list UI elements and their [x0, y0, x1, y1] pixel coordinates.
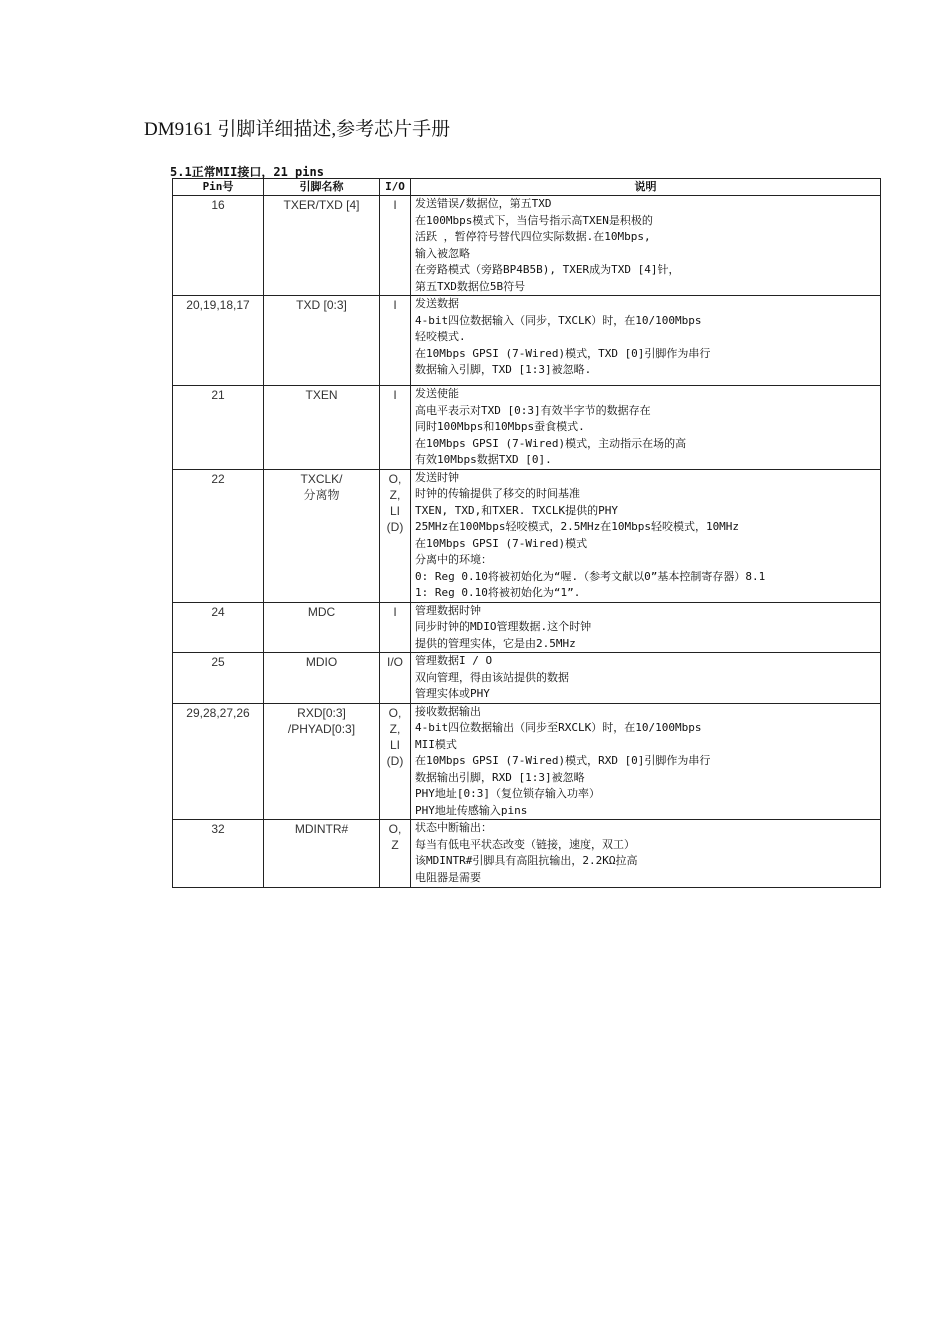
description-line: 在旁路模式（旁路BP4B5B), TXER成为TXD [4]针，	[415, 263, 680, 276]
pin-name-line: MDC	[307, 604, 336, 619]
description-line: 输入被忽略	[415, 246, 470, 260]
description-line: 管理数据时钟	[415, 603, 481, 617]
table-row	[173, 469, 881, 602]
table-row	[173, 386, 881, 470]
description-line: 发送使能	[415, 387, 459, 400]
pin-description-table	[172, 178, 881, 888]
description-line: 分离中的环境：	[415, 553, 492, 566]
description-cell	[411, 602, 881, 653]
pin-name-line: MDINTR#	[294, 822, 349, 836]
description-line: 25MHz在100Mbps轻咬模式，2.5MHz在10Mbps轻咬模式，10MHz	[415, 520, 740, 533]
io-type-cell	[380, 196, 411, 296]
io-type-cell	[380, 703, 411, 820]
description-line: PHY地址传感输入pins	[415, 803, 528, 817]
pin-name-line: RXD[0:3]	[297, 705, 346, 720]
io-type-cell	[380, 820, 411, 888]
pin-name-cell	[264, 469, 380, 602]
description-line: 同时100Mbps和10Mbps蚕食模式.	[415, 420, 585, 433]
pin-number-cell: 25	[173, 653, 264, 704]
description-line: 状态中断输出：	[415, 821, 492, 834]
table-row	[173, 296, 881, 386]
pin-number-cell: 16	[173, 196, 264, 296]
description-line: 数据输出引脚，RXD [1:3]被忽略	[415, 770, 585, 784]
description-line: 提供的管理实体，它是由2.5MHz	[415, 636, 576, 650]
io-type-line: Z,	[389, 487, 401, 502]
description-line: 接收数据输出	[415, 704, 481, 718]
description-line: 发送错误/数据位，第五TXD	[415, 197, 552, 210]
pin-name-cell	[264, 602, 380, 653]
io-type-line: O,	[388, 705, 402, 720]
pin-name-cell	[264, 653, 380, 704]
pin-name-line: TXCLK/	[300, 471, 343, 486]
pin-name-line: TXEN	[305, 388, 338, 402]
description-line: 管理实体或PHY	[415, 687, 490, 700]
pin-name-cell	[264, 196, 380, 296]
pin-name-cell	[264, 820, 380, 888]
table-row	[173, 653, 881, 704]
pin-number-cell: 24	[173, 602, 264, 653]
header-pin: Pin号	[173, 179, 264, 196]
section-heading: 5.1正常MII接口，21 pins	[170, 165, 324, 179]
io-type-cell	[380, 469, 411, 602]
description-line: 在10Mbps GPSI (7-Wired)模式，主动指示在场的高	[415, 436, 687, 450]
description-cell	[411, 653, 881, 704]
header-pin-name: 引脚名称	[264, 179, 380, 196]
header-io: I/O	[380, 179, 411, 196]
table-row	[173, 602, 881, 653]
description-line: 发送数据	[415, 297, 459, 310]
io-type-line: LI	[389, 503, 400, 518]
description-cell	[411, 386, 881, 470]
pin-name-line: 分离物	[303, 487, 340, 502]
io-type-line: Z	[391, 838, 399, 852]
description-line: TXEN, TXD,和TXER. TXCLK提供的PHY	[415, 503, 618, 517]
io-type-line: I	[393, 388, 397, 402]
description-line: 1: Reg 0.10将被初始化为“1”.	[415, 586, 581, 599]
description-line: 4-bit四位数据输出（同步至RXCLK）时，在10/100Mbps	[415, 721, 702, 734]
description-line: 电阻器是需要	[415, 870, 481, 884]
pin-number-cell: 20,19,18,17	[173, 296, 264, 386]
table-row	[173, 703, 881, 820]
page-title: DM9161 引脚详细描述,参考芯片手册	[144, 119, 451, 140]
description-line: 时钟的传输提供了移交的时间基准	[415, 487, 580, 500]
pin-number-cell: 21	[173, 386, 264, 470]
description-line: 在10Mbps GPSI (7-Wired)模式	[415, 536, 588, 550]
pin-name-cell	[264, 296, 380, 386]
description-line: 0: Reg 0.10将被初始化为“喔.（参考文献以0”基本控制寄存器）8.1	[415, 569, 766, 583]
description-line: 在10Mbps GPSI (7-Wired)模式，RXD [0]引脚作为串行	[415, 754, 711, 767]
description-line: 在10Mbps GPSI (7-Wired)模式，TXD [0]引脚作为串行	[415, 346, 711, 360]
pin-name-cell	[264, 703, 380, 820]
io-type-line: I/O	[386, 655, 403, 669]
description-line: 4-bit四位数据输入（同步，TXCLK）时，在10/100Mbps	[415, 313, 702, 327]
table-header-row	[173, 179, 881, 196]
description-line: 发送时钟	[415, 470, 459, 484]
pin-name-cell	[264, 386, 380, 470]
description-line: 双向管理，得由该站提供的数据	[415, 670, 569, 684]
description-line: 轻咬模式.	[415, 330, 466, 343]
pin-number-cell: 22	[173, 469, 264, 602]
io-type-line: O,	[388, 471, 402, 486]
io-type-cell	[380, 386, 411, 470]
pin-name-line: /PHYAD[0:3]	[287, 721, 356, 736]
io-type-cell	[380, 653, 411, 704]
description-line: 同步时钟的MDIO管理数据.这个时钟	[415, 620, 592, 633]
description-line: 有效10Mbps数据TXD [0].	[415, 453, 552, 466]
description-line: 在100Mbps模式下，当信号指示高TXEN是积极的	[415, 213, 653, 227]
description-cell	[411, 820, 881, 888]
description-line: PHY地址[0:3]（复位锁存输入功率）	[415, 787, 600, 800]
io-type-cell	[380, 296, 411, 386]
io-type-line: LI	[389, 737, 400, 752]
description-line: 活跃 ，暂停符号替代四位实际数据.在10Mbps,	[415, 230, 651, 243]
io-type-line: I	[393, 298, 397, 312]
pin-number-cell: 32	[173, 820, 264, 888]
description-line: 高电平表示对TXD [0:3]有效半字节的数据存在	[415, 403, 651, 417]
io-type-line: (D)	[386, 519, 404, 534]
description-line: 数据输入引脚，TXD [1:3]被忽略.	[415, 363, 592, 376]
pin-name-line: MDIO	[305, 655, 338, 669]
io-type-cell	[380, 602, 411, 653]
description-cell	[411, 296, 881, 386]
io-type-line: O,	[388, 822, 402, 836]
description-cell	[411, 196, 881, 296]
description-cell	[411, 703, 881, 820]
pin-name-line: TXER/TXD [4]	[283, 198, 360, 212]
table-row	[173, 196, 881, 296]
description-cell	[411, 469, 881, 602]
description-line: 第五TXD数据位5B符号	[415, 279, 526, 293]
header-description: 说明	[411, 179, 881, 196]
description-line: MII模式	[415, 737, 457, 751]
pin-number-cell: 29,28,27,26	[173, 703, 264, 820]
pin-name-line: TXD [0:3]	[296, 298, 347, 312]
description-line: 管理数据I / O	[415, 654, 493, 667]
io-type-line: (D)	[386, 753, 404, 768]
description-line: 该MDINTR#引脚具有高阻抗输出，2.2KΩ拉高	[415, 854, 638, 867]
io-type-line: I	[393, 604, 397, 619]
io-type-line: Z,	[389, 721, 401, 736]
table-row	[173, 820, 881, 888]
io-type-line: I	[393, 198, 397, 212]
description-line: 每当有低电平状态改变（链接，速度，双工）	[415, 837, 635, 851]
